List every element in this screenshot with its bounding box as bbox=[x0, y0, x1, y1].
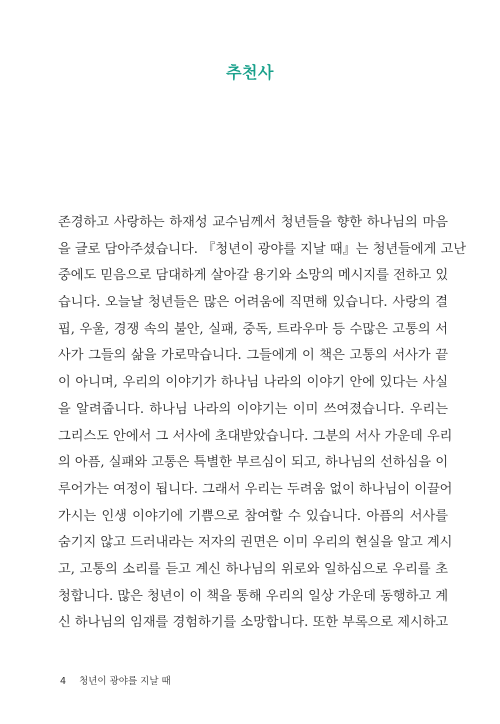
page-footer bbox=[60, 673, 171, 687]
page-number: 4 bbox=[60, 676, 67, 687]
body-line: 을 알려줍니다. 하나님 나라의 이야기는 이미 쓰여졌습니다. 우리는 bbox=[58, 401, 448, 417]
body-line: 신 하나님의 임재를 경험하기를 소망합니다. 또한 부록으로 제시하고 bbox=[58, 615, 449, 631]
body-line: 그리스도 안에서 그 서사에 초대받았습니다. 그분의 서사 가운데 우리 bbox=[58, 428, 453, 444]
body-text bbox=[58, 210, 467, 637]
body-line: 존경하고 사랑하는 하재성 교수님께서 청년들을 향한 하나님의 마음 bbox=[58, 215, 448, 230]
body-line: 이 아니며, 우리의 이야기가 하나님 나라의 이야기 안에 있다는 사실 bbox=[58, 375, 448, 391]
section-heading: 추천사 bbox=[226, 63, 274, 82]
body-line: 고, 고통의 소리를 듣고 계신 하나님의 위로와 일하심으로 우리를 초 bbox=[58, 561, 448, 577]
body-line: 사가 그들의 삶을 가로막습니다. 그들에게 이 책은 고통의 서사가 끝 bbox=[58, 348, 448, 364]
body-line: 루어가는 여정이 됩니다. 그래서 우리는 두려움 없이 하나님이 이끌어 bbox=[58, 481, 453, 497]
running-title: 청년이 광야를 지날 때 bbox=[79, 676, 171, 687]
body-line: 핍, 우울, 경쟁 속의 불안, 실패, 중독, 트라우마 등 수많은 고통의 서 bbox=[58, 321, 448, 337]
body-line: 가시는 인생 이야기에 기쁨으로 참여할 수 있습니다. 아픔의 서사를 bbox=[58, 508, 448, 524]
body-line: 을 글로 담아주셨습니다. 『청년이 광야를 지날 때』는 청년들에게 고난 bbox=[58, 241, 467, 257]
body-line: 습니다. 오늘날 청년들은 많은 어려움에 직면해 있습니다. 사랑의 결 bbox=[58, 295, 448, 311]
body-line: 중에도 믿음으로 담대하게 살아갈 용기와 소망의 메시지를 전하고 있 bbox=[58, 268, 449, 284]
body-line: 숨기지 않고 드러내라는 저자의 권면은 이미 우리의 현실을 알고 계시 bbox=[58, 535, 453, 551]
body-line: 의 아픔, 실패와 고통은 특별한 부르심이 되고, 하나님의 선하심을 이 bbox=[58, 455, 449, 471]
body-line: 청합니다. 많은 청년이 이 책을 통해 우리의 일상 가운데 동행하고 계 bbox=[58, 588, 449, 604]
